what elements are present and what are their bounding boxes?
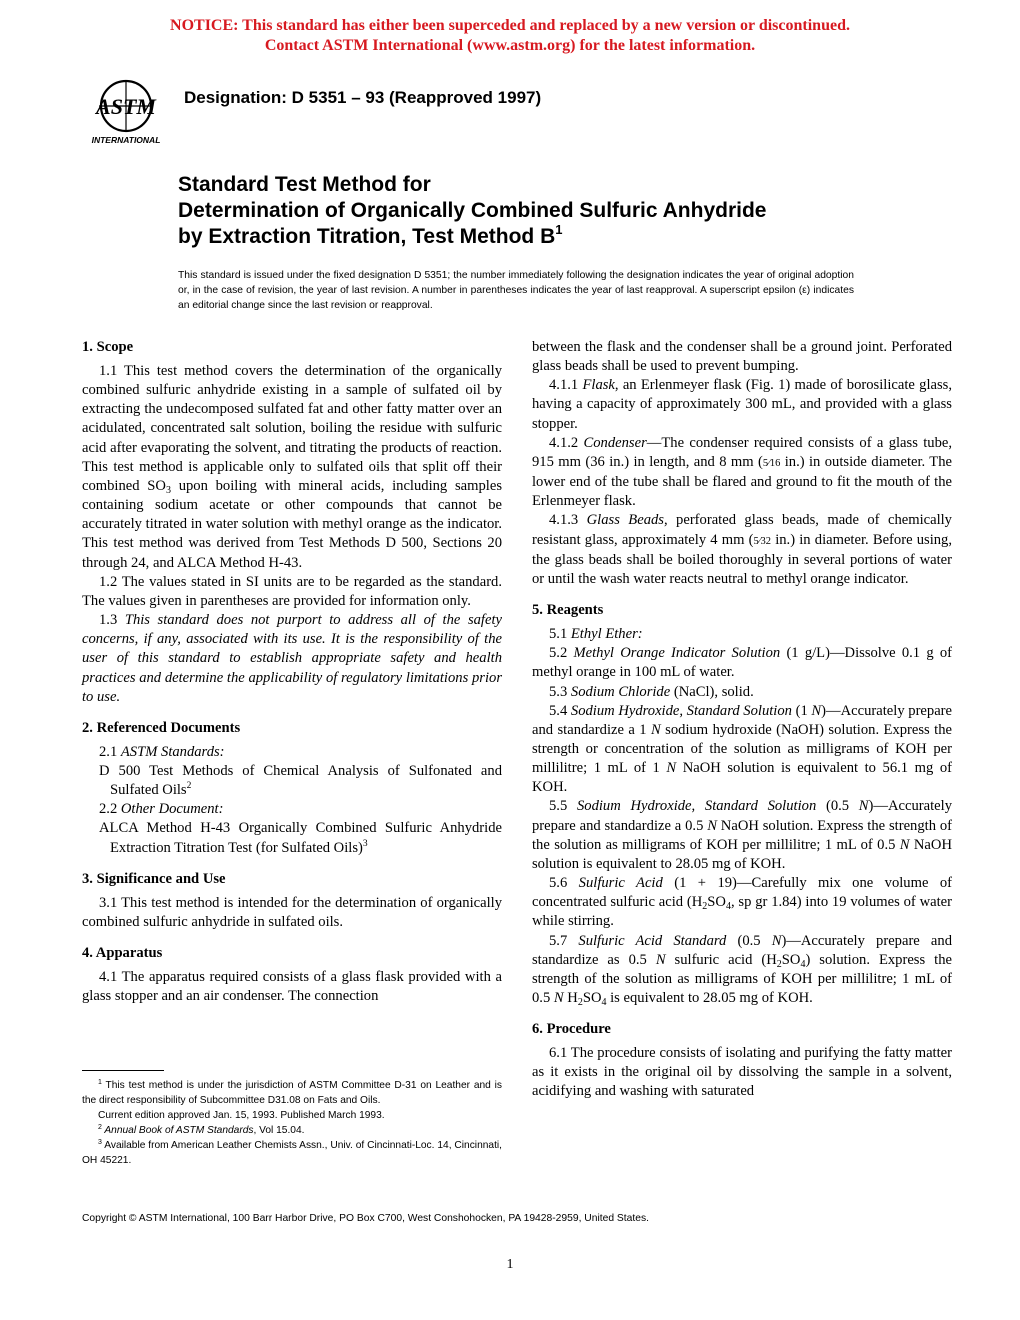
footnote-marker: 3 xyxy=(98,1139,102,1146)
para-text: (0.5 xyxy=(816,798,859,815)
normality: N xyxy=(707,817,717,834)
page-number: 1 xyxy=(506,1257,514,1272)
ref-d500-text: D 500 Test Methods of Chemical Analysis of Sulfonated and Sulfated Oils xyxy=(99,762,502,799)
para-text: ) solution. Express the strength of the solution as milligrams of KOH per millilitre; 1 mL of 0.5 xyxy=(532,951,952,1006)
term: Sodium Hydroxide, Standard Solution xyxy=(570,702,792,719)
para-text: (NaCl), solid. xyxy=(670,683,754,700)
footnote-2-text: Annual Book of ASTM Standards xyxy=(101,1125,254,1136)
footnote-3-text: Available from American Leather Chemists Assn., Univ. of Cincinnati-Loc. 14, Cincinnati, OH 45221. xyxy=(82,1140,502,1166)
subscript: 4 xyxy=(800,958,806,970)
para-text: , perforated glass beads, made of chemically resistant glass, approximately 4 mm ( xyxy=(532,512,952,548)
document-title xyxy=(178,172,766,250)
footnote-marker: 1 xyxy=(98,1079,102,1086)
subscript: 4 xyxy=(725,901,731,913)
para-text: NaOH solution. Express the strength of the solution as milligrams of KOH per millilitre; 1 mL of 0.5 xyxy=(532,817,952,853)
title-line-1: Standard Test Method for xyxy=(178,173,431,196)
para-5-3 xyxy=(532,683,952,702)
footnote-1-text: This test method is under the jurisdiction of ASTM Committee D-31 on Leather and is the direct responsibility of Subcommittee D31.08 on Fats and Oils. xyxy=(82,1080,502,1106)
logo-text: ASTM xyxy=(96,94,156,119)
para-text: (0.5 xyxy=(726,932,772,949)
subscript: 2 xyxy=(702,901,708,913)
subscript: 3 xyxy=(165,484,171,496)
right-column xyxy=(532,338,952,1102)
section-5-heading: 5. Reagents xyxy=(532,602,604,619)
section-2-heading: 2. Referenced Documents xyxy=(82,719,241,736)
ref-alca-text: ALCA Method H-43 Organically Combined Sulfuric Anhydride Extraction Titration Test (for Sulfated Oils) xyxy=(99,820,502,856)
footnote-1 xyxy=(82,1078,502,1108)
section-6-heading: 6. Procedure xyxy=(532,1021,611,1038)
normality: N xyxy=(655,951,666,968)
term: Methyl Orange Indicator Solution xyxy=(573,645,781,662)
para-4-1-a: 4.1 The apparatus required consists of a glass flask provided with a glass stopper and an air condenser. The connection xyxy=(82,969,502,1005)
title-line-3-text: by Extraction Titration, Test Method B xyxy=(178,225,556,248)
para-1-1 xyxy=(82,362,502,573)
notice-line-2: Contact ASTM International (www.astm.org) for the latest information. xyxy=(264,37,756,54)
para-2-1-text: ASTM Standards: xyxy=(120,743,225,760)
para-5-7 xyxy=(532,932,952,1009)
normality: N xyxy=(553,990,564,1006)
para-text: )—Accurately prepare and standardize a 1 xyxy=(532,702,953,738)
para-2-2-text: Other Document: xyxy=(120,801,224,818)
para-text: NaOH solution is equivalent to 28.05 mg of KOH. xyxy=(532,836,952,872)
ref-d500 xyxy=(82,762,502,800)
para-6-1: 6.1 The procedure consists of isolating and purifying the fatty matter as it exists in the original oil by dissolving the sample in a solvent, acidifying and washing with saturated xyxy=(532,1045,952,1100)
footnote-2-tail: , Vol 15.04. xyxy=(253,1125,305,1136)
para-1-3 xyxy=(82,611,502,707)
term: Sodium Hydroxide, Standard Solution xyxy=(576,798,817,815)
formula: SO xyxy=(707,894,726,911)
para-5-1 xyxy=(532,625,952,644)
para-text: NaOH solution is equivalent to 56.1 mg of KOH. xyxy=(532,760,952,796)
copyright: Copyright © ASTM International, 100 Barr Harbor Drive, PO Box C700, West Conshohocken, PA 19428-2959, United States. xyxy=(82,1213,649,1224)
para-1-2: 1.2 The values stated in SI units are to be regarded as the standard. The values given in parentheses are provided for information only. xyxy=(82,573,502,609)
para-text: in.) in outside diameter. The lower end of the tube shall be flared and ground to fit the mouth of the Erlenmeyer flask. xyxy=(532,453,952,510)
notice-line-1: NOTICE: This standard has either been superceded and replaced by a new version or discontinued. xyxy=(170,17,850,34)
normality: N xyxy=(858,798,869,815)
para-num: 5.5 xyxy=(549,798,577,815)
fraction: 5⁄32 xyxy=(753,535,772,547)
astm-logo xyxy=(82,76,170,146)
para-1-1-a: 1.1 This test method covers the determination of the organically combined sulfuric anhydride existing in a sample of sulfated oil by extracting the undecomposed sulfated fat and other fatty matter over an acidulated, concentrated salt solution, boiling the residue with sulfuric acid after evaporating the solvent, and titrating the products of reaction. This test method is applicable only to sulfated oils that split off their combined SO xyxy=(82,363,502,494)
normality: N xyxy=(666,760,677,777)
para-4-1-1 xyxy=(532,376,952,433)
footnote-marker: 2 xyxy=(98,1124,102,1131)
subscript: 4 xyxy=(601,997,607,1008)
para-num: 4.1.3 xyxy=(549,512,587,529)
para-num: 5.2 xyxy=(549,645,574,662)
logo-subtitle: INTERNATIONAL xyxy=(91,135,161,145)
fraction: 5⁄16 xyxy=(762,457,781,469)
formula: SO xyxy=(781,951,801,968)
left-column xyxy=(82,338,502,1006)
para-text: is equivalent to 28.05 mg of KOH. xyxy=(606,990,813,1006)
para-num: 5.1 xyxy=(549,626,571,643)
term: Condenser xyxy=(583,434,647,451)
term: Glass Beads xyxy=(586,512,664,529)
para-1-1-b: upon boiling with mineral acids, including samples containing sodium acetate or other compounds that cannot be accurately titrated in water solution with methyl orange as the indicator. This test method was derived from Test Methods D 500, Sections 20 through 24, and ALCA Method H-43. xyxy=(82,477,502,571)
footnote-3 xyxy=(82,1138,502,1168)
para-num: 5.7 xyxy=(549,932,579,949)
para-num: 5.3 xyxy=(549,683,571,700)
para-3-1: 3.1 This test method is intended for the determination of organically combined sulfuric anhydride in sulfated oils. xyxy=(82,894,502,930)
para-2-1 xyxy=(82,743,502,762)
para-4-1-2 xyxy=(532,434,952,512)
title-footnote-ref: 1 xyxy=(555,222,563,237)
para-2-2 xyxy=(82,800,502,819)
para-text: )—Accurately prepare and standardize as 0.5 xyxy=(532,932,952,968)
footnote-1-b: Current edition approved Jan. 15, 1993. Published March 1993. xyxy=(98,1110,385,1121)
para-5-2 xyxy=(532,644,952,682)
title-line-3 xyxy=(178,224,766,250)
para-text: (1 g/L)—Dissolve 0.1 g of methyl orange in 100 mL of water. xyxy=(532,645,952,681)
para-text: )—Accurately prepare and standardize a 0.5 xyxy=(532,798,952,834)
para-num: 1.3 xyxy=(99,612,125,629)
abstract: This standard is issued under the fixed designation D 5351; the number immediately following the designation indicates the year of original adoption or, in the case of revision, the year of last revision. A number in parentheses indicates the year of last reapproval. A superscript epsilon (ε) indicates an editorial change since the last revision or reapproval. xyxy=(178,270,854,311)
footnote-ref: 3 xyxy=(362,838,368,849)
para-text: —The condenser required consists of a glass tube, 915 mm (36 in.) in length, and 8 mm ( xyxy=(532,434,952,470)
normality: N xyxy=(651,721,661,738)
para-num: 5.4 xyxy=(549,702,571,719)
para-num: 2.2 xyxy=(99,801,121,818)
para-num: 5.6 xyxy=(549,875,579,892)
para-5-4 xyxy=(532,702,952,798)
term: Sulfuric Acid Standard xyxy=(578,932,727,949)
para-num: 4.1.1 xyxy=(549,377,583,394)
term: Sodium Chloride xyxy=(570,683,671,700)
designation: Designation: D 5351 – 93 (Reapproved 1997) xyxy=(184,88,542,107)
title-line-2: Determination of Organically Combined Sulfuric Anhydride xyxy=(178,199,767,222)
term: Ethyl Ether: xyxy=(570,626,643,643)
para-text: H xyxy=(563,990,578,1006)
subscript: 2 xyxy=(776,958,782,970)
notice-banner xyxy=(0,16,1020,56)
term: Sulfuric Acid xyxy=(578,875,663,892)
para-num: 4.1.2 xyxy=(549,434,584,451)
footnote-2 xyxy=(82,1123,502,1138)
para-4-1-b: between the flask and the condenser shall be a ground joint. Perforated glass beads shall be used to prevent bumping. xyxy=(532,339,952,375)
para-text: , sp gr 1.84) into 19 volumes of water while stirring. xyxy=(532,894,952,930)
normality: N xyxy=(899,836,910,853)
para-4-1-3 xyxy=(532,511,952,589)
para-text: sodium hydroxide (NaOH) solution. Express the strength or concentration of the solution as milligrams of KOH per millilitre; 1 mL of 1 xyxy=(532,721,952,777)
footnote-ref: 2 xyxy=(186,781,192,792)
normality: N xyxy=(811,702,822,719)
para-text: in.) in diameter. Before using, the glass beads shall be boiled thoroughly in several portions of water or until the wash water reacts neutral to methyl orange indicator. xyxy=(532,531,952,587)
section-3-heading: 3. Significance and Use xyxy=(82,870,226,887)
para-5-6 xyxy=(532,874,952,931)
term: Flask xyxy=(582,377,615,394)
para-text: , an Erlenmeyer flask (Fig. 1) made of borosilicate glass, having a capacity of approximately 300 mL, and provided with a glass stopper. xyxy=(532,377,952,432)
section-4-heading: 4. Apparatus xyxy=(82,945,163,962)
para-text: (1 xyxy=(791,702,812,719)
para-num: 2.1 xyxy=(99,743,121,760)
para-text: (1 + 19)—Carefully mix one volume of concentrated sulfuric acid (H xyxy=(532,875,953,911)
formula: SO xyxy=(582,990,602,1006)
normality: N xyxy=(771,932,782,949)
footnote-divider xyxy=(82,1070,164,1071)
section-1-heading: 1. Scope xyxy=(82,339,134,355)
footnotes xyxy=(82,1078,502,1168)
para-5-5 xyxy=(532,797,952,874)
para-1-3-text: This standard does not purport to address all of the safety concerns, if any, associated with its use. It is the responsibility of the user of this standard to establish appropriate safety and health practices and determine the applicability of regulatory limitations prior to use. xyxy=(82,612,502,705)
ref-alca xyxy=(82,819,502,857)
para-text: sulfuric acid (H xyxy=(665,951,777,968)
subscript: 2 xyxy=(577,997,583,1008)
